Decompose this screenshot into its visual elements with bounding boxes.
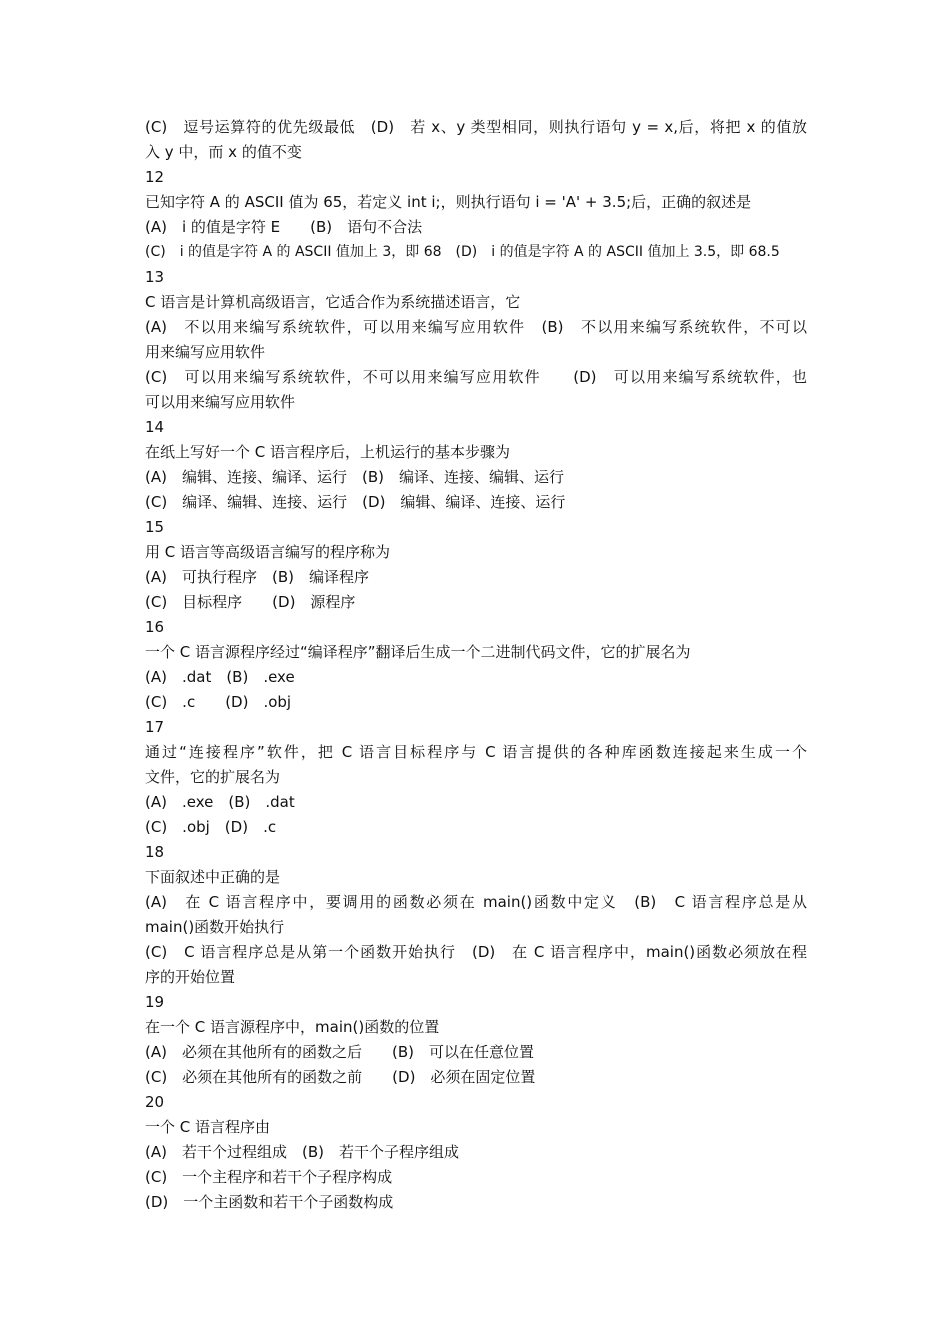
answer-options: (A) .exe (B) .dat xyxy=(145,793,295,811)
answer-options: 可以用来编写应用软件 xyxy=(145,393,296,411)
answer-options: (C) 必须在其他所有的函数之前 (D) 必须在固定位置 xyxy=(145,1068,536,1086)
question-text: 在纸上写好一个 C 语言程序后，上机运行的基本步骤为 xyxy=(145,443,511,461)
question-text: 文件，它的扩展名为 xyxy=(145,768,281,786)
question-number: 12 xyxy=(145,168,165,186)
question-number: 17 xyxy=(145,718,165,736)
question-text: C 语言是计算机高级语言，它适合作为系统描述语言，它 xyxy=(145,293,521,311)
question-number: 16 xyxy=(145,618,165,636)
answer-options: (C) 编译、编辑、连接、运行 (D) 编辑、编译、连接、运行 xyxy=(145,493,566,511)
answer-options: 序的开始位置 xyxy=(145,968,236,986)
text-line: (C) 逗号运算符的优先级最低 (D) 若 x、y 类型相同，则执行语句 y = x,后，将把 x 的值放 xyxy=(145,118,807,136)
question-text: 用 C 语言等高级语言编写的程序称为 xyxy=(145,543,391,561)
question-number: 20 xyxy=(145,1093,165,1111)
answer-options: (A) 编辑、连接、编译、运行 (B) 编译、连接、编辑、运行 xyxy=(145,468,564,486)
answer-options: (C) .obj (D) .c xyxy=(145,818,277,836)
answer-options: (C) C 语言程序总是从第一个函数开始执行 (D) 在 C 语言程序中，main()函数必须放在程 xyxy=(145,943,807,961)
document-body xyxy=(145,115,807,1215)
answer-options: (C) 一个主程序和若干个子程序构成 xyxy=(145,1168,393,1186)
answer-options: (A) .dat (B) .exe xyxy=(145,668,295,686)
answer-options: (A) 若干个过程组成 (B) 若干个子程序组成 xyxy=(145,1143,459,1161)
question-text: 一个 C 语言源程序经过“编译程序”翻译后生成一个二进制代码文件，它的扩展名为 xyxy=(145,643,691,661)
answer-options: (C) .c (D) .obj xyxy=(145,693,292,711)
answer-options: main()函数开始执行 xyxy=(145,918,285,936)
question-text: 在一个 C 语言源程序中，main()函数的位置 xyxy=(145,1018,440,1036)
answer-options: (A) 可执行程序 (B) 编译程序 xyxy=(145,568,369,586)
question-text: 下面叙述中正确的是 xyxy=(145,868,281,886)
question-number: 15 xyxy=(145,518,165,536)
answer-options: (D) 一个主函数和若干个子函数构成 xyxy=(145,1193,394,1211)
question-number: 14 xyxy=(145,418,165,436)
question-number: 13 xyxy=(145,268,165,286)
text-line: 入 y 中，而 x 的值不变 xyxy=(145,143,302,161)
answer-options: (C) i 的值是字符 A 的 ASCII 值加上 3，即 68 (D) i 的值是字符 A 的 ASCII 值加上 3.5，即 68.5 xyxy=(145,244,780,260)
answer-options: (A) i 的值是字符 E (B) 语句不合法 xyxy=(145,218,423,236)
question-number: 18 xyxy=(145,843,165,861)
answer-options: (C) 可以用来编写系统软件，不可以用来编写应用软件 (D) 可以用来编写系统软件，也 xyxy=(145,368,807,386)
question-text: 已知字符 A 的 ASCII 值为 65，若定义 int i;，则执行语句 i = 'A' + 3.5;后，正确的叙述是 xyxy=(145,193,752,211)
question-number: 19 xyxy=(145,993,165,1011)
answer-options: (A) 必须在其他所有的函数之后 (B) 可以在任意位置 xyxy=(145,1043,534,1061)
answer-options: (C) 目标程序 (D) 源程序 xyxy=(145,593,356,611)
answer-options: (A) 在 C 语言程序中，要调用的函数必须在 main()函数中定义 (B) C 语言程序总是从 xyxy=(145,893,807,911)
answer-options: (A) 不以用来编写系统软件，可以用来编写应用软件 (B) 不以用来编写系统软件，不可以 xyxy=(145,318,807,336)
question-text: 通过“连接程序”软件，把 C 语言目标程序与 C 语言提供的各种库函数连接起来生成一个 xyxy=(145,743,807,761)
answer-options: 用来编写应用软件 xyxy=(145,343,266,361)
question-text: 一个 C 语言程序由 xyxy=(145,1118,271,1136)
